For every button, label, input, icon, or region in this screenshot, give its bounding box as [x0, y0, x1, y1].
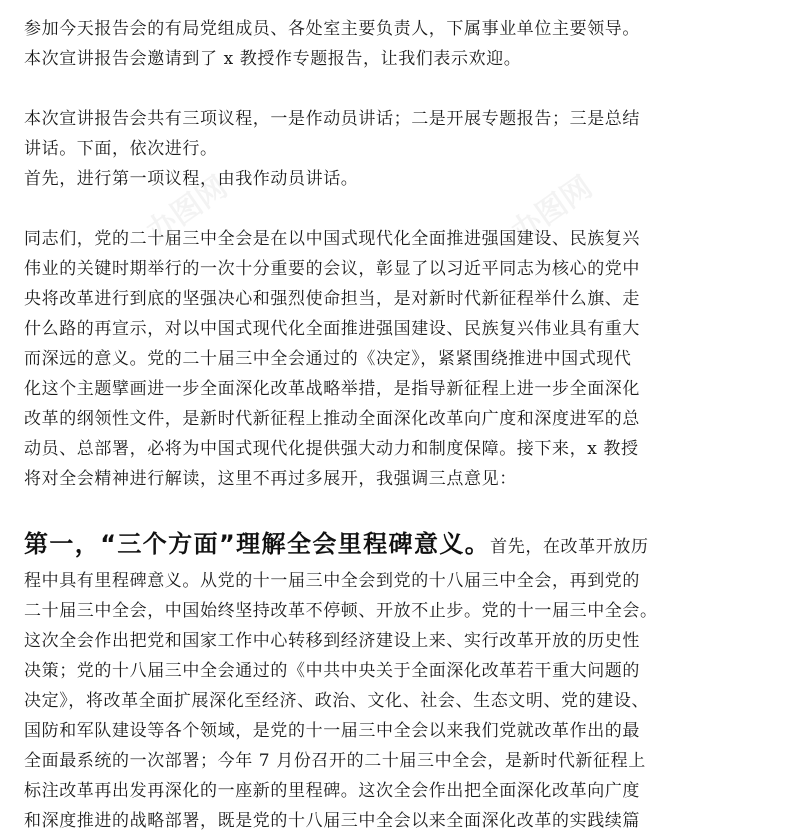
section-heading: 第一，“三个方面”理解全会里程碑意义。 — [24, 530, 491, 558]
paragraph-speech — [24, 224, 776, 494]
section-lead-text: 首先，在改革开放历 — [490, 537, 649, 557]
text-line: 这次全会作出把党和国家工作中心转移到经济建设上来、实行改革开放的历史性 — [24, 631, 640, 651]
text-line: 标注改革再出发再深化的一座新的里程碑。这次全会作出把全面深化改革向广度 — [24, 781, 640, 801]
text-line: 本次宣讲报告会共有三项议程，一是作动员讲话；二是开展专题报告；三是总结 — [24, 109, 640, 129]
paragraph-first-item — [24, 164, 776, 194]
section-heading-line — [24, 522, 776, 566]
text-line: 本次宣讲报告会邀请到了 x 教授作专题报告，让我们表示欢迎。 — [24, 49, 522, 69]
text-line: 伟业的关键时期举行的一次十分重要的会议，彰显了以习近平同志为核心的党中 — [24, 259, 640, 279]
text-line: 参加今天报告会的有局党组成员、各处室主要负责人，下属事业单位主要领导。 — [24, 19, 640, 39]
text-line: 二十届三中全会，中国始终坚持改革不停顿、开放不止步。党的十一届三中全会。 — [24, 601, 658, 621]
text-line: 动员、总部署，必将为中国式现代化提供强大动力和制度保障。接下来，x 教授 — [24, 439, 639, 459]
text-line: 央将改革进行到底的坚强决心和强烈使命担当，是对新时代新征程举什么旗、走 — [24, 289, 640, 309]
paragraph-agenda — [24, 104, 776, 164]
text-line: 化这个主题擘画进一步全面深化改革战略举措，是指导新征程上进一步全面深化 — [24, 379, 640, 399]
text-line: 和深度推进的战略部署，既是党的十八届三中全会以来全面深化改革的实践续篇 — [24, 811, 640, 831]
text-line: 国防和军队建设等各个领域，是党的十一届三中全会以来我们党就改革作出的最 — [24, 721, 640, 741]
text-line: 决策；党的十八届三中全会通过的《中共中央关于全面深化改革若干重大问题的 — [24, 661, 640, 681]
section-one — [24, 522, 776, 836]
paragraph-attendees — [24, 14, 776, 74]
text-line: 讲话。下面，依次进行。 — [24, 139, 218, 159]
text-line: 决定》，将改革全面扩展深化至经济、政治、文化、社会、生态文明、党的建设、 — [24, 691, 650, 711]
text-line: 同志们，党的二十届三中全会是在以中国式现代化全面推进强国建设、民族复兴 — [24, 229, 640, 249]
text-line: 全面最系统的一次部署；今年 7 月份召开的二十届三中全会，是新时代新征程上 — [24, 751, 646, 771]
text-line: 程中具有里程碑意义。从党的十一届三中全会到党的十八届三中全会，再到党的 — [24, 571, 640, 591]
text-line: 而深远的意义。党的二十届三中全会通过的《决定》，紧紧围绕推进中国式现代 — [24, 349, 632, 369]
text-line: 改革的纲领性文件，是新时代新征程上推动全面深化改革向广度和深度进军的总 — [24, 409, 640, 429]
text-line: 什么路的再宣示，对以中国式现代化全面推进强国建设、民族复兴伟业具有重大 — [24, 319, 640, 339]
text-line: 首先，进行第一项议程，由我作动员讲话。 — [24, 169, 359, 189]
text-line: 将对全会精神进行解读，这里不再过多展开，我强调三点意见： — [24, 469, 517, 489]
